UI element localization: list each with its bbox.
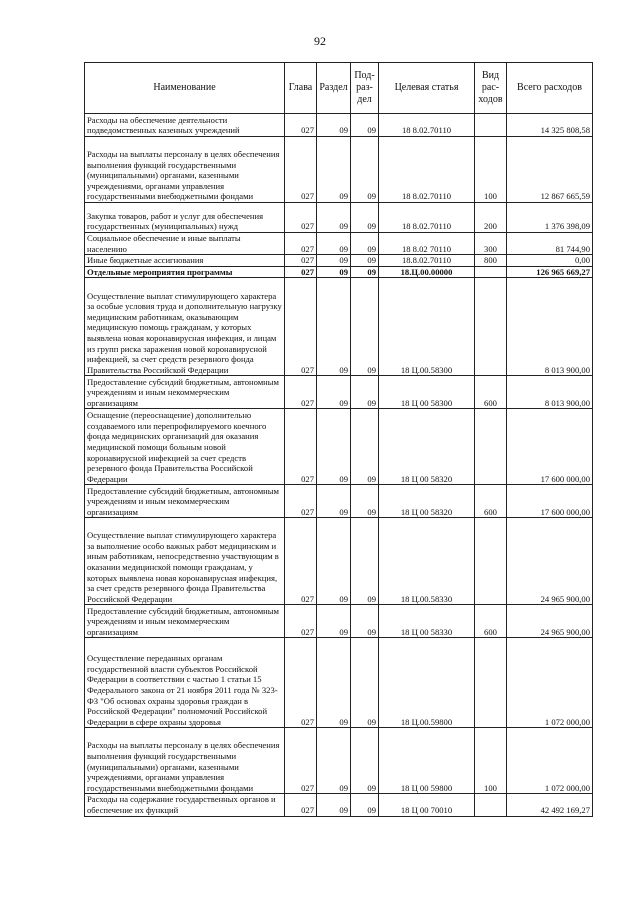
cell-type: 800 [475,255,507,267]
cell-total: 14 325 808,58 [507,114,593,137]
table-row [85,233,593,255]
cell-name: Предоставление субсидий бюджетным, автономным учреждениям и иным некоммерческим организациям [85,605,285,638]
cell-glava: 027 [285,255,317,267]
cell-razdel: 09 [317,255,351,267]
cell-podrazdel: 09 [351,233,379,255]
cell-glava: 027 [285,266,317,278]
cell-name: Социальное обеспечение и иные выплаты населению [85,233,285,255]
cell-type [475,638,507,728]
table-header-row [85,63,593,114]
cell-name: Осуществление выплат стимулирующего характера за особые условия труда и дополнительную нагрузку медицинским работникам, оказывающим медицинскую помощь гражданам, у которых выявлена новая коронавирусная инфекция, и лицам из групп риска заражения новой коронавирусной инфекцией, за счет средств резервного фонда Правительства Российской Федерации [85,278,285,376]
cell-podrazdel: 09 [351,638,379,728]
table-row [85,278,593,376]
cell-podrazdel: 09 [351,255,379,267]
cell-razdel: 09 [317,409,351,485]
cell-target: 18.8.02.70110 [379,255,475,267]
cell-podrazdel: 09 [351,605,379,638]
cell-type [475,278,507,376]
cell-target: 18 Ц 00 59800 [379,728,475,794]
cell-podrazdel: 09 [351,203,379,233]
cell-glava: 027 [285,794,317,816]
cell-glava: 027 [285,518,317,605]
cell-type: 600 [475,605,507,638]
cell-glava: 027 [285,605,317,638]
cell-name: Осуществление переданных органам государственной власти субъектов Российской Федерации в соответствии с частью 1 статьи 15 Федерального закона от 21 ноября 2011 года № 323-ФЗ "Об основах охраны здоровья граждан в Российской Федерации" полномочий Российской Федерации в сфере охраны здоровья [85,638,285,728]
cell-type [475,409,507,485]
cell-target: 18 Ц 00 58300 [379,376,475,409]
cell-razdel: 09 [317,233,351,255]
cell-glava: 027 [285,278,317,376]
cell-target: 18 Ц 00 58330 [379,605,475,638]
cell-total: 1 376 398,09 [507,203,593,233]
cell-razdel: 09 [317,518,351,605]
cell-type [475,266,507,278]
cell-name: Предоставление субсидий бюджетным, автономным учреждениям и иным некоммерческим организациям [85,485,285,518]
cell-target: 18 8.02 70110 [379,233,475,255]
cell-target: 18 8.02.70110 [379,203,475,233]
cell-podrazdel: 09 [351,376,379,409]
cell-type: 200 [475,203,507,233]
cell-glava: 027 [285,114,317,137]
cell-glava: 027 [285,376,317,409]
cell-type [475,794,507,816]
table-row [85,266,593,278]
cell-total: 17 600 000,00 [507,485,593,518]
cell-glava: 027 [285,728,317,794]
header-razdel: Раздел [317,63,351,114]
cell-target: 18 8.02.70110 [379,137,475,203]
cell-name: Расходы на выплаты персоналу в целях обеспечения выполнения функций государственными (муниципальными) органами, казенными учреждениями, органами управления государственными внебюджетными фондами [85,137,285,203]
cell-name: Отдельные мероприятия программы [85,266,285,278]
cell-razdel: 09 [317,485,351,518]
cell-podrazdel: 09 [351,137,379,203]
cell-glava: 027 [285,409,317,485]
cell-name: Расходы на выплаты персоналу в целях обеспечения выполнения функций государственными (муниципальными) органами, казенными учреждениями, органами управления государственными внебюджетными фондами [85,728,285,794]
cell-total: 1 072 000,00 [507,638,593,728]
cell-razdel: 09 [317,794,351,816]
page-number: 92 [314,34,326,48]
cell-total: 81 744,90 [507,233,593,255]
cell-name: Расходы на обеспечение деятельности подведомственных казенных учреждений [85,114,285,137]
table-row [85,409,593,485]
cell-total: 8 013 900,00 [507,376,593,409]
cell-target: 18 Ц 00 58320 [379,409,475,485]
cell-glava: 027 [285,638,317,728]
table-row [85,638,593,728]
cell-glava: 027 [285,137,317,203]
cell-target: 18 Ц.00.59800 [379,638,475,728]
cell-razdel: 09 [317,605,351,638]
cell-razdel: 09 [317,137,351,203]
table-row [85,518,593,605]
table-row [85,255,593,267]
cell-target: 18 Ц 00 70010 [379,794,475,816]
cell-target: 18 Ц.00.58330 [379,518,475,605]
table-row [85,794,593,816]
cell-total: 17 600 000,00 [507,409,593,485]
cell-glava: 027 [285,203,317,233]
cell-type: 600 [475,485,507,518]
cell-total: 24 965 900,00 [507,605,593,638]
cell-podrazdel: 09 [351,278,379,376]
cell-type: 100 [475,728,507,794]
table-row [85,485,593,518]
header-podrazdel: Под-раз-дел [351,63,379,114]
budget-table [84,62,593,817]
cell-name: Оснащение (переоснащение) дополнительно создаваемого или перепрофилируемого коечного фонда медицинских организаций для оказания медицинской помощи больным новой коронавирусной инфекцией за счет средств резервного фонда Правительства Российской Федерации [85,409,285,485]
table-row [85,203,593,233]
cell-podrazdel: 09 [351,114,379,137]
cell-glava: 027 [285,485,317,518]
cell-total: 0,00 [507,255,593,267]
table-body [85,114,593,817]
cell-type: 300 [475,233,507,255]
cell-total: 8 013 900,00 [507,278,593,376]
cell-name: Иные бюджетные ассигнования [85,255,285,267]
cell-podrazdel: 09 [351,485,379,518]
cell-type: 100 [475,137,507,203]
table-row [85,728,593,794]
cell-podrazdel: 09 [351,518,379,605]
table-row [85,376,593,409]
header-target: Целевая статья [379,63,475,114]
cell-name: Закупка товаров, работ и услуг для обеспечения государственных (муниципальных) нужд [85,203,285,233]
cell-target: 18 Ц 00 58320 [379,485,475,518]
cell-target: 18 Ц.00.58300 [379,278,475,376]
cell-total: 12 867 665,59 [507,137,593,203]
header-total: Всего расходов [507,63,593,114]
cell-razdel: 09 [317,376,351,409]
cell-name: Осуществление выплат стимулирующего характера за выполнение особо важных работ медицинским и иным работникам, непосредственно участвующим в оказании медицинской помощи гражданам, у которых выявлена новая коронавирусная инфекция, за счет средств резервного фонда Правительства Российской Федерации [85,518,285,605]
cell-total: 24 965 900,00 [507,518,593,605]
cell-glava: 027 [285,233,317,255]
cell-razdel: 09 [317,278,351,376]
table-row [85,137,593,203]
header-glava: Глава [285,63,317,114]
cell-type: 600 [475,376,507,409]
header-name: Наименование [85,63,285,114]
cell-name: Предоставление субсидий бюджетным, автономным учреждениям и иным некоммерческим организациям [85,376,285,409]
cell-podrazdel: 09 [351,266,379,278]
cell-razdel: 09 [317,114,351,137]
cell-target: 18.Ц.00.00000 [379,266,475,278]
table-row [85,605,593,638]
cell-razdel: 09 [317,638,351,728]
table-row [85,114,593,137]
cell-name: Расходы на содержание государственных органов и обеспечение их функций [85,794,285,816]
cell-razdel: 09 [317,728,351,794]
cell-target: 18 8.02.70110 [379,114,475,137]
cell-razdel: 09 [317,266,351,278]
cell-podrazdel: 09 [351,409,379,485]
cell-podrazdel: 09 [351,794,379,816]
cell-type [475,518,507,605]
cell-total: 1 072 000,00 [507,728,593,794]
cell-podrazdel: 09 [351,728,379,794]
cell-total: 126 965 669,27 [507,266,593,278]
header-type: Вид рас-ходов [475,63,507,114]
cell-razdel: 09 [317,203,351,233]
cell-total: 42 492 169,27 [507,794,593,816]
cell-type [475,114,507,137]
